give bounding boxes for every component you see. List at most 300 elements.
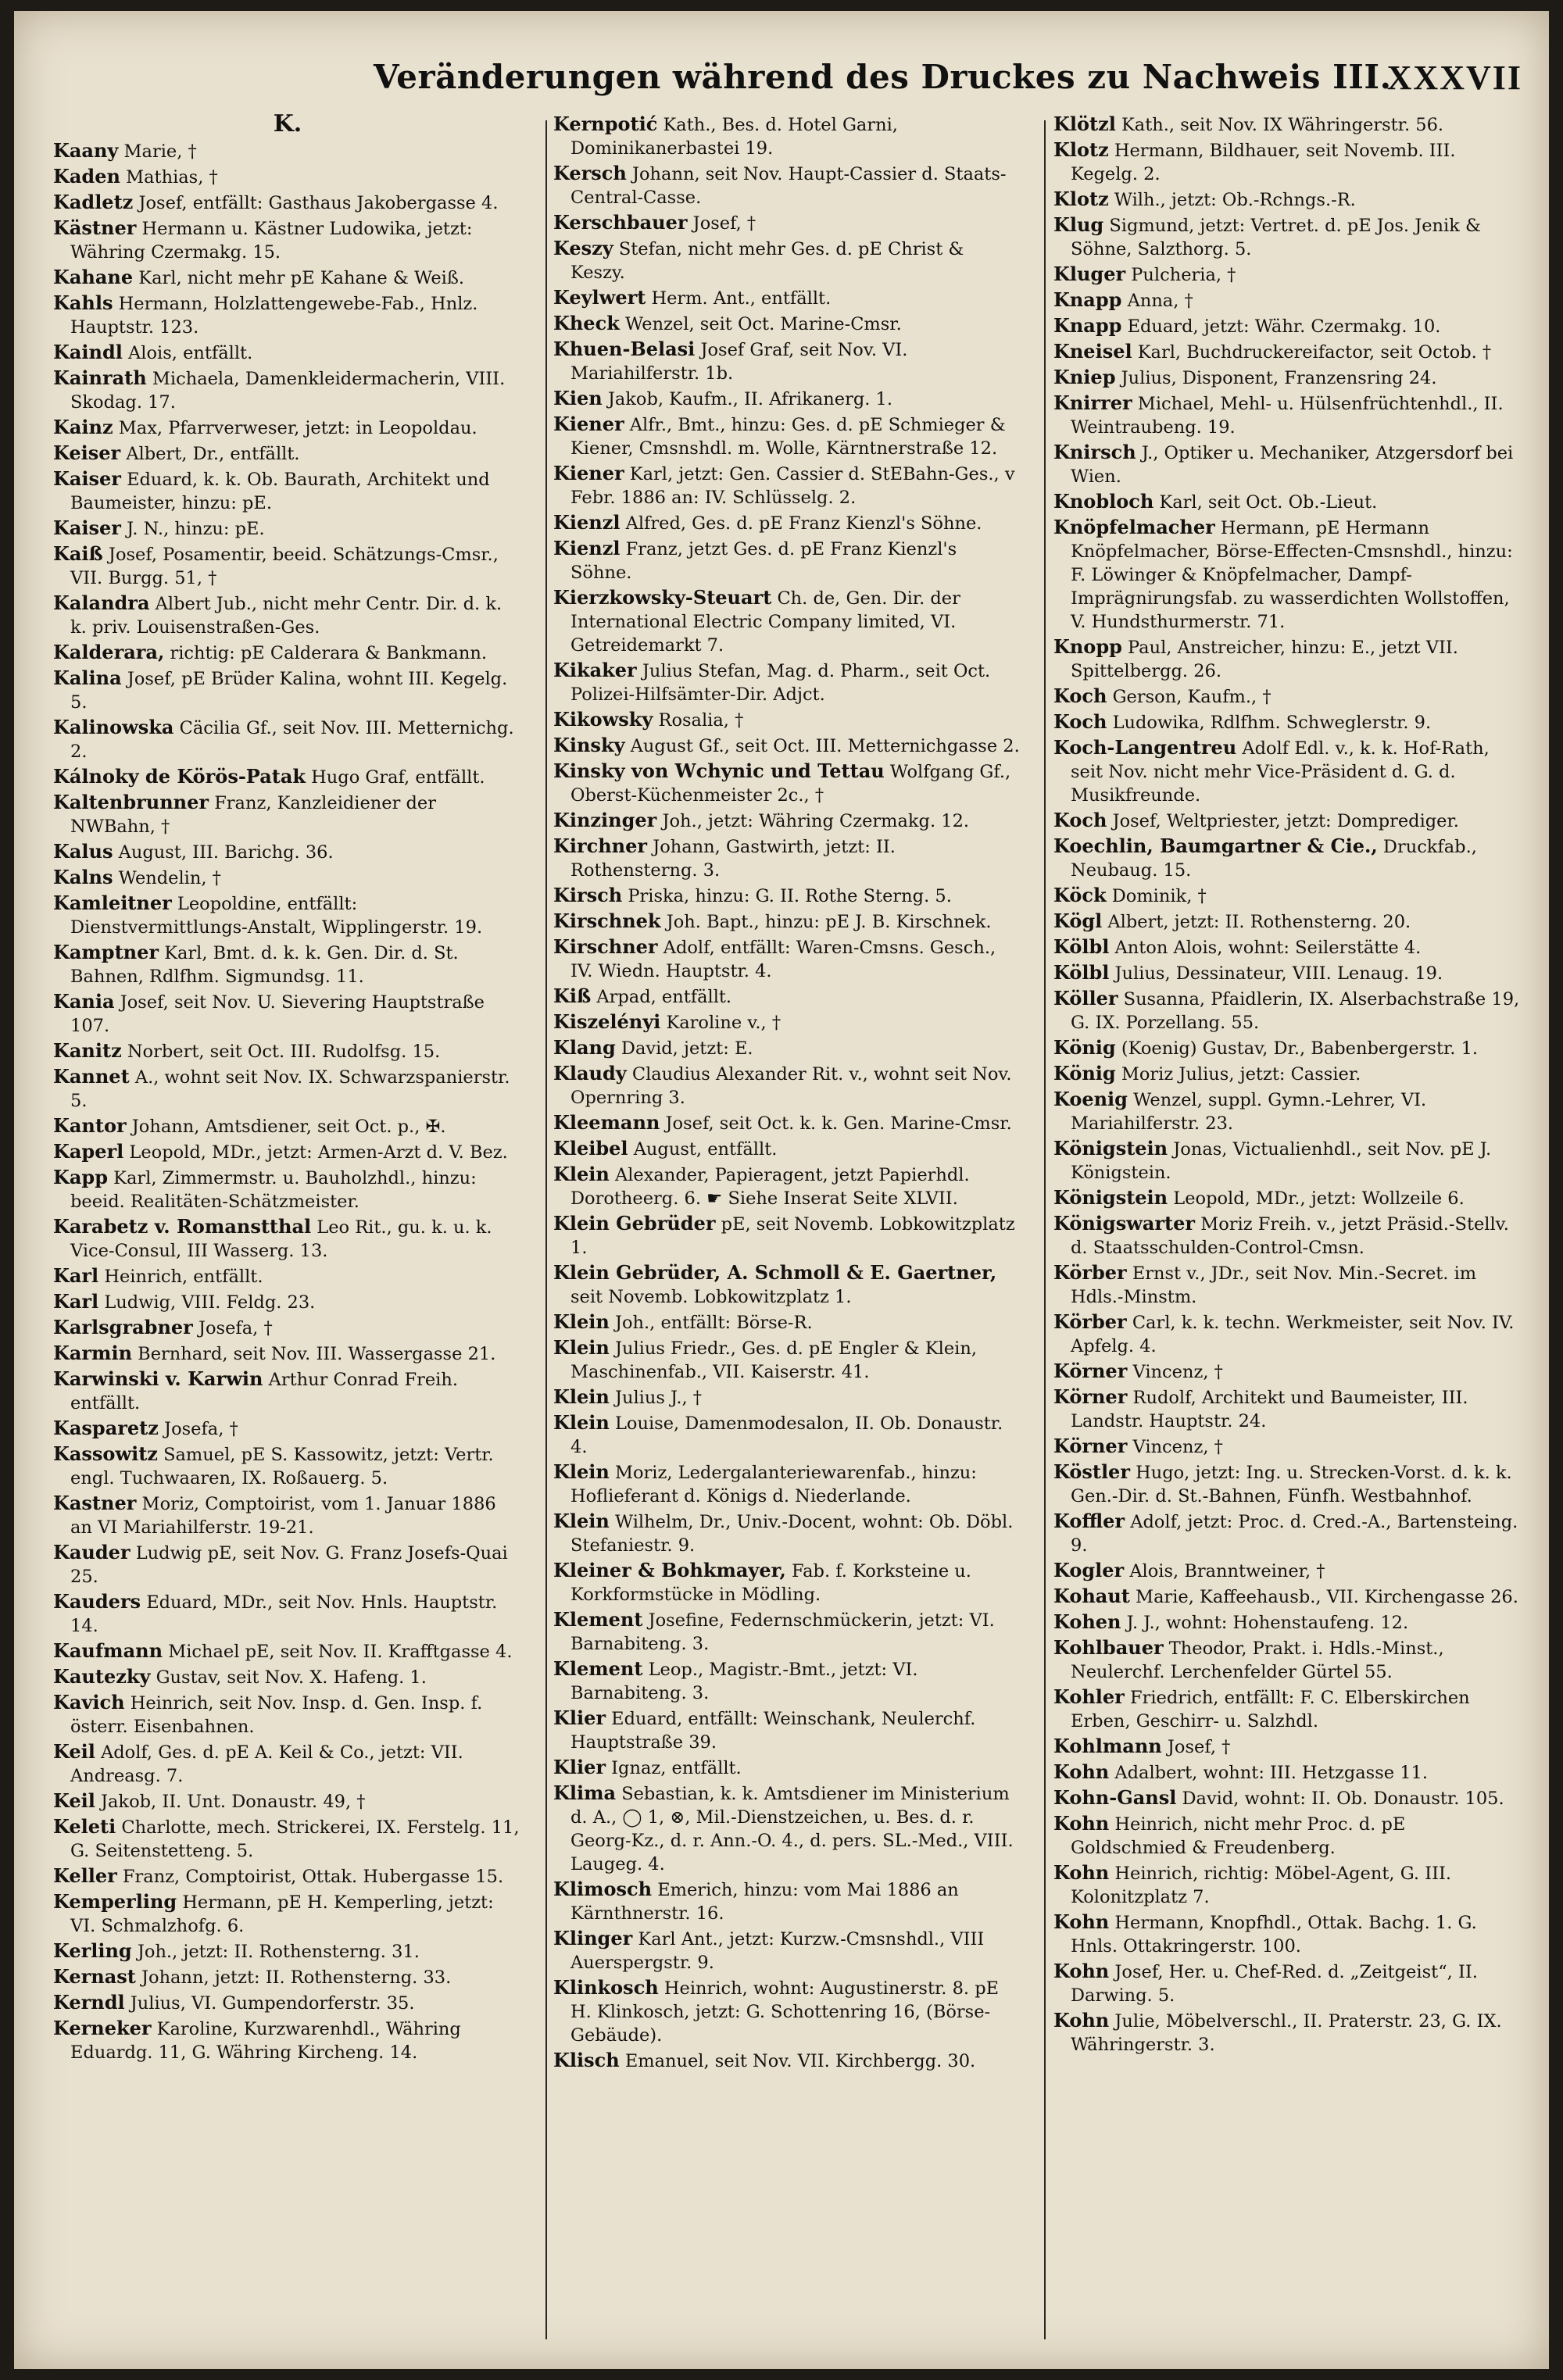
entry-text: Emerich, hinzu: vom Mai 1886 an Kärnthnerstr. 16. [570,1880,959,1924]
entry-text: Dominik, † [1111,886,1207,906]
entry-text: Jakob, II. Unt. Donaustr. 49, † [101,1792,366,1812]
entry-text: Josef, † [692,213,756,234]
entry-text: Karoline, Kurzwarenhdl., Währing Eduardg. 11, G. Währing Kircheng. 14. [70,2019,461,2063]
directory-entry [53,216,522,264]
directory-entry [1053,1861,1522,1909]
directory-entry [53,191,522,215]
entry-name: Kadletz [53,191,134,213]
entry-name: Königstein [1053,1186,1168,1209]
directory-entry [1053,1510,1522,1557]
directory-entry [1053,1137,1522,1185]
directory-entry [1053,935,1522,960]
directory-entry [1053,710,1522,734]
entry-name: Keil [53,1740,95,1763]
entry-name: Klein [553,1385,610,1408]
entry-name: Kauders [53,1590,141,1613]
directory-entry [1053,635,1522,683]
entry-name: Körner [1053,1385,1128,1408]
entry-text: Hermann, Knopfhdl., Ottak. Bachg. 1. G. Hnls. Ottakringerstr. 100. [1071,1913,1477,1957]
entry-text: Wendelin, † [118,868,221,888]
directory-entry [1053,809,1522,833]
entry-text: Ignaz, entfällt. [611,1758,742,1778]
entry-name: König [1053,1036,1116,1059]
directory-entry [553,1781,1022,1876]
entry-text: Charlotte, mech. Strickerei, IX. Ferstelg. 11, G. Seitenstetteng. 5. [70,1817,520,1861]
entry-text: Ludowika, Rdlfhm. Schweglerstr. 9. [1112,713,1432,733]
directory-entry [53,641,522,665]
entry-name: Kirsch [553,884,623,906]
entry-name: Keller [53,1864,117,1887]
entry-text: Heinrich, seit Nov. Insp. d. Gen. Insp. f. österr. Eisenbahnen. [70,1693,483,1737]
entry-text: Eduard, jetzt: Währ. Czermakg. 10. [1127,316,1441,337]
entry-text: Josef, seit Oct. k. k. Gen. Marine-Cmsr. [665,1113,1012,1134]
entry-name: Kohn [1053,2009,1110,2032]
entry-name: Kahls [53,291,113,314]
directory-entry [53,516,522,541]
entry-text: Arpad, entfällt. [596,987,732,1007]
directory-entry [553,162,1022,209]
entry-text: Samuel, pE S. Kassowitz, jetzt: Vertr. engl. Tuchwaaren, IX. Roßauerg. 5. [70,1445,494,1488]
directory-entry [553,113,1022,160]
directory-entry [1053,1460,1522,1508]
entry-text: Albert, Dr., entfällt. [126,444,300,464]
directory-entry [1053,736,1522,807]
entry-name: Kalus [53,840,113,863]
entry-name: Kainz [53,416,113,438]
entry-text: Anna, † [1127,291,1193,311]
entry-text: Joh., jetzt: II. Rothensterng. 31. [137,1942,420,1962]
entry-name: Kinsky [553,734,625,756]
directory-entry [553,237,1022,284]
entry-name: Klein [553,1163,610,1185]
entry-text: Theodor, Prakt. i. Hdls.-Minst., Neulerchf. Lerchenfelder Gürtel 55. [1071,1638,1444,1682]
directory-entry [53,1140,522,1164]
directory-entry [53,1864,522,1889]
entry-name: Kamleitner [53,892,172,914]
directory-entry [553,884,1022,908]
entry-text: Josefa, † [164,1419,238,1439]
entry-text: (Koenig) Gustav, Dr., Babenbergerstr. 1. [1121,1038,1479,1059]
column-3 [1053,113,1522,2347]
directory-entry [1053,1685,1522,1733]
entry-name: Kaany [53,139,119,162]
entry-name: Klimosch [553,1878,653,1900]
entry-name: Kohn [1053,1861,1110,1884]
entry-text: Wenzel, suppl. Gymn.-Lehrer, VI. Mariahilferstr. 23. [1071,1090,1427,1134]
entry-name: Karl [53,1264,99,1287]
entry-text: Karl, nicht mehr pE Kahane & Weiß. [138,268,465,288]
entry-name: Kassowitz [53,1442,158,1465]
entry-text: Heinrich, wohnt: Augustinerstr. 8. pE H. Klinkosch, jetzt: G. Schottenring 16, (Börse-Gebäude). [570,1978,1000,2046]
entry-text: Marie, Kaffeehausb., VII. Kirchengasse 26. [1136,1587,1518,1607]
entry-text: Moriz, Ledergalanteriewarenfab., hinzu: Hoflieferant d. Königs d. Niederlande. [570,1463,977,1506]
entry-text: Josef Graf, seit Nov. VI. Mariahilferstr. 1b. [570,340,908,384]
entry-text: Kath., Bes. d. Hotel Garni, Dominikanerbastei 19. [570,115,898,159]
entry-text: Marie, † [123,141,197,162]
directory-entry [553,1036,1022,1060]
directory-entry [553,1756,1022,1780]
entry-name: Klein [553,1310,610,1333]
entry-name: Kästner [53,216,137,239]
directory-entry [553,338,1022,385]
entry-text: Moriz, Comptoirist, vom 1. Januar 1886 an VI Mariahilferstr. 19-21. [70,1494,496,1538]
entry-text: Vincenz, † [1132,1362,1223,1382]
directory-entry [1053,1760,1522,1785]
entry-name: Kaindl [53,341,123,363]
entry-text: Adolf, entfällt: Waren-Cmsns. Gesch., IV. Wiedn. Hauptstr. 4. [570,938,996,981]
entry-name: Kohn [1053,1910,1110,1933]
entry-name: Kaden [53,165,120,188]
entry-name: Kanitz [53,1039,122,1062]
entry-name: Kheck [553,312,620,334]
entry-text: Moriz Julius, jetzt: Cassier. [1121,1064,1361,1085]
entry-name: Kernast [53,1965,136,1988]
entry-name: Kaiser [53,467,121,490]
directory-entry [1053,1786,1522,1810]
entry-text: Herm. Ant., entfällt. [651,288,832,309]
entry-name: Kogler [1053,1559,1125,1581]
entry-text: Rosalia, † [658,710,744,731]
directory-entry [553,1608,1022,1656]
entry-name: Kohn [1053,1760,1110,1783]
entry-name: Kniep [1053,366,1116,388]
entry-text: Sigmund, jetzt: Vertret. d. pE Jos. Jenik & Söhne, Salzthorg. 5. [1071,216,1482,259]
directory-entry [553,211,1022,235]
directory-entry [553,1385,1022,1410]
entry-text: Leopold, MDr., jetzt: Armen-Arzt d. V. Bez. [129,1142,508,1163]
entry-text: Hugo, jetzt: Ing. u. Strecken-Vorst. d. k. k. Gen.-Dir. d. St.-Bahnen, Fünfh. Westbahnhof. [1071,1463,1512,1506]
directory-entry [53,441,522,466]
directory-entry [53,1939,522,1964]
entry-name: Koch [1053,809,1107,831]
entry-name: Körber [1053,1261,1127,1284]
entry-name: Kautezky [53,1665,151,1688]
directory-entry [53,1342,522,1366]
entry-text: Wenzel, seit Oct. Marine-Cmsr. [624,314,902,334]
entry-text: Johann, Gastwirth, jetzt: II. Rothensterng. 3. [570,837,896,881]
directory-entry [1053,113,1522,137]
entry-name: Körber [1053,1310,1127,1333]
entry-text: Mathias, † [126,167,218,188]
entry-name: Klier [553,1706,606,1729]
entry-name: Klinkosch [553,1976,659,1999]
entry-text: Karl, Bmt. d. k. k. Gen. Dir. d. St. Bahnen, Rdlfhm. Sigmundsg. 11. [70,943,459,987]
entry-text: Joh., entfällt: Börse-R. [614,1313,813,1333]
entry-name: Kerndl [53,1991,125,2014]
entry-text: David, wohnt: II. Ob. Donaustr. 105. [1182,1789,1504,1809]
entry-name: Klug [1053,213,1104,236]
entry-name: Klein [553,1510,610,1532]
entry-name: Klein [553,1460,610,1483]
entry-name: Keszy [553,237,613,259]
directory-entry [53,941,522,988]
entry-text: Albert Jub., nicht mehr Centr. Dir. d. k. k. priv. Louisenstraßen-Ges. [70,594,503,638]
entry-name: Kamptner [53,941,159,963]
entry-name: Karlsgrabner [53,1316,193,1338]
entry-name: Kavich [53,1691,125,1714]
directory-entry [53,1065,522,1113]
entry-text: Karl Ant., jetzt: Kurzw.-Cmsnshdl., VIII Auerspergstr. 9. [570,1929,985,1973]
directory-entry [1053,1960,1522,2007]
directory-entry [1053,884,1522,908]
directory-entry [1053,490,1522,514]
entry-text: Michael, Mehl- u. Hülsenfrüchtenhdl., II. Weintraubeng. 19. [1071,394,1504,438]
directory-entry [553,1137,1022,1161]
entry-text: Ernst v., JDr., seit Nov. Min.-Secret. im Hdls.-Minstm. [1071,1263,1477,1307]
directory-entry [53,366,522,414]
directory-entry [553,413,1022,460]
entry-name: Klement [553,1608,643,1631]
directory-entry [53,1166,522,1213]
entry-name: Kirschner [553,935,658,958]
directory-entry [553,1927,1022,1974]
directory-entry [1053,263,1522,287]
entry-name: Kálnoky de Körös-Patak [53,765,306,788]
entry-name: Klang [553,1036,616,1059]
entry-name: Keiser [53,441,121,464]
directory-entry [553,1310,1022,1335]
entry-text: J. N., hinzu: pE. [127,519,265,539]
directory-entry [53,716,522,763]
entry-text: Hermann, pE H. Kemperling, jetzt: VI. Schmalzhofg. 6. [70,1892,494,1936]
entry-name: Kögl [1053,909,1103,932]
entry-text: Ludwig, VIII. Feldg. 23. [104,1292,316,1313]
entry-text: Josefa, † [198,1318,273,1338]
directory-entry [553,537,1022,584]
entry-text: Norbert, seit Oct. III. Rudolfsg. 15. [127,1042,441,1062]
entry-name: Klima [553,1781,617,1804]
directory-entry [553,1878,1022,1925]
entry-name: Klement [553,1657,643,1680]
entry-name: Köller [1053,987,1118,1010]
entry-name: Koch [1053,684,1107,707]
entry-name: Kohn [1053,1812,1110,1835]
entry-name: Knapp [1053,314,1122,337]
directory-entry [53,1740,522,1788]
entry-text: Johann, jetzt: II. Rothensterng. 33. [141,1967,452,1988]
entry-text: Johann, Amtsdiener, seit Oct. p., ✠. [131,1117,446,1137]
directory-entry [553,1010,1022,1035]
entry-name: Kerneker [53,2017,152,2039]
entry-name: Klinger [553,1927,633,1949]
entry-name: Koenig [1053,1088,1128,1110]
entry-text: Adolf Edl. v., k. k. Hof-Rath, seit Nov. nicht mehr Vice-Präsident d. G. d. Musikfreunde. [1071,738,1490,806]
directory-entry [553,286,1022,310]
entry-name: Koffler [1053,1510,1125,1532]
directory-entry [53,990,522,1038]
directory-entry [53,591,522,639]
directory-entry [553,1460,1022,1508]
entry-name: Kaltenbrunner [53,791,209,813]
directory-entry [53,1442,522,1490]
entry-text: Cäcilia Gf., seit Nov. III. Metternichg. 2. [70,718,514,762]
directory-entry [553,1657,1022,1705]
entry-text: Rudolf, Architekt und Baumeister, III. Landstr. Hauptstr. 24. [1071,1388,1468,1431]
entry-text: Max, Pfarrverweser, jetzt: in Leopoldau. [118,418,477,438]
entry-name: Kaiser [53,516,121,539]
directory-entry [53,165,522,189]
entry-text: Eduard, MDr., seit Nov. Hnls. Hauptstr. 14. [70,1592,498,1636]
entry-name: Klötzl [1053,113,1116,135]
directory-entry [53,1639,522,1663]
entry-name: Kahane [53,266,134,288]
directory-entry [553,1706,1022,1754]
entry-text: Karl, Buchdruckereifactor, seit Octob. † [1137,342,1492,363]
entry-name: Körner [1053,1360,1128,1382]
entry-name: Kannet [53,1065,130,1088]
entry-name: Khuen-Belasi [553,338,696,360]
entry-name: Kohn-Gansl [1053,1786,1177,1809]
directory-entry [553,387,1022,411]
entry-text: Josef, entfällt: Gasthaus Jakobergasse 4. [138,193,499,213]
directory-entry [1053,516,1522,634]
entry-text: Heinrich, nicht mehr Proc. d. pE Goldschmied & Freudenberg. [1071,1814,1406,1858]
entry-text: Leop., Magistr.-Bmt., jetzt: VI. Barnabiteng. 3. [570,1660,918,1703]
entry-name: Kikaker [553,659,637,681]
entry-text: Alexander, Papieragent, jetzt Papierhdl. Dorotheerg. 6. ☛ Siehe Inserat Seite XLVII. [570,1165,970,1209]
directory-entry [553,462,1022,509]
directory-entry [1053,441,1522,488]
directory-entry [53,1789,522,1814]
entry-text: Anton Alois, wohnt: Seilerstätte 4. [1114,938,1422,958]
entry-name: König [1053,1062,1116,1085]
entry-text: Julius J., † [614,1388,703,1408]
entry-text: Julius, Disponent, Franzensring 24. [1121,368,1437,388]
entry-name: Kierzkowsky-Steuart [553,586,772,609]
entry-name: Koch-Langentreu [1053,736,1237,759]
directory-entry [53,139,522,163]
entry-name: Königstein [1053,1137,1168,1160]
directory-entry [553,759,1022,807]
page-number: XXXVII [1386,59,1522,97]
entry-text: Gustav, seit Nov. X. Hafeng. 1. [156,1667,427,1688]
directory-entry [553,809,1022,833]
entry-name: Kienzl [553,511,621,534]
entry-text: Michaela, Damenkleidermacherin, VIII. Skodag. 17. [70,369,506,413]
directory-entry [1053,1585,1522,1609]
directory-entry [553,1510,1022,1557]
column-1 [53,113,522,2347]
entry-name: Kapp [53,1166,108,1188]
entry-text: Franz, jetzt Ges. d. pE Franz Kienzl's Söhne. [570,539,957,583]
entry-name: Karabetz v. Romanstthal [53,1215,312,1238]
directory-entry [553,909,1022,934]
entry-text: Kath., seit Nov. IX Währingerstr. 56. [1121,115,1444,135]
directory-entry [53,1991,522,2015]
entry-name: Karmin [53,1342,133,1364]
entry-text: Adolf, Ges. d. pE A. Keil & Co., jetzt: VII. Andreasg. 7. [70,1742,463,1786]
entry-name: Kneisel [1053,340,1132,363]
entry-name: Knopp [1053,635,1122,658]
directory-entry [1053,288,1522,313]
entry-name: Klotz [1053,138,1109,161]
entry-text: Josef, pE Brüder Kalina, wohnt III. Kegelg. 5. [70,669,508,713]
directory-entry [53,1290,522,1314]
directory-entry [53,1965,522,1989]
entry-text: Ch. de, Gen. Dir. der International Electric Company limited, VI. Getreidemarkt 7. [570,588,960,656]
directory-page [14,11,1549,2369]
entry-name: Köstler [1053,1460,1130,1483]
entry-text: Louise, Damenmodesalon, II. Ob. Donaustr. 4. [570,1413,1003,1457]
entry-text: Bernhard, seit Nov. III. Wassergasse 21. [138,1344,496,1364]
entry-name: Kölbl [1053,935,1110,958]
entry-text: Wilhelm, Dr., Univ.-Docent, wohnt: Ob. Döbl. Stefaniestr. 9. [570,1512,1014,1556]
entry-text: August, entfällt. [633,1139,778,1160]
entry-name: Koechlin, Baumgartner & Cie., [1053,834,1378,857]
directory-entry [1053,834,1522,882]
directory-entry [1053,1261,1522,1309]
entry-name: Keylwert [553,286,646,309]
entry-name: Köck [1053,884,1107,906]
directory-entry [53,1492,522,1539]
entry-name: Kiener [553,462,624,484]
entry-text: Hermann, pE Hermann Knöpfelmacher, Börse-Effecten-Cmsnshdl., hinzu: F. Löwinger & Knöpfelmacher, Dampf-Imprägnirungsfab. zu wasserdichten Wollstoffen, V. Hundsthurmerstr. 71. [1071,518,1513,632]
entry-text: Susanna, Pfaidlerin, IX. Alserbachstraße 19, G. IX. Porzellang. 55. [1071,989,1520,1033]
directory-entry [1053,1186,1522,1210]
entry-name: Kleibel [553,1137,628,1160]
entry-text: Hugo Graf, entfällt. [311,767,485,788]
entry-text: August, III. Barichg. 36. [118,842,334,863]
directory-entry [553,586,1022,657]
entry-name: Kohen [1053,1610,1121,1633]
entry-name: Klein [553,1336,610,1359]
entry-text: Stefan, nicht mehr Ges. d. pE Christ & Keszy. [570,239,964,283]
entry-text: Alois, Branntweiner, † [1129,1561,1325,1581]
entry-name: Kikowsky [553,708,653,731]
entry-text: Friedrich, entfällt: F. C. Elberskirchen Erben, Geschirr- u. Salzhdl. [1071,1688,1470,1731]
entry-name: Keleti [53,1815,116,1838]
directory-entry [553,1411,1022,1459]
entry-name: Kalns [53,866,113,888]
entry-name: Klein Gebrüder [553,1212,716,1235]
entry-name: Königswarter [1053,1212,1196,1235]
entry-name: Knirrer [1053,391,1132,414]
directory-entry [1053,2009,1522,2057]
entry-name: Keil [53,1789,95,1812]
entry-text: Josef, Posamentir, beeid. Schätzungs-Cmsr., VII. Burgg. 51, † [70,545,499,588]
entry-text: Druckfab., Neubaug. 15. [1071,837,1477,881]
entry-name: Kinzinger [553,809,657,831]
entry-name: Klaudy [553,1062,627,1085]
entry-text: Leopold, MDr., jetzt: Wollzeile 6. [1173,1188,1465,1209]
entry-name: Körner [1053,1435,1128,1457]
entry-name: Karl [53,1290,99,1313]
directory-entry [1053,684,1522,709]
entry-text: J., Optiker u. Mechaniker, Atzgersdorf bei Wien. [1071,443,1514,487]
entry-text: Hermann u. Kästner Ludowika, jetzt: Währing Czermakg. 15. [70,219,473,263]
directory-entry [1053,1360,1522,1384]
entry-name: Kerschbauer [553,211,688,234]
entry-name: Kalandra [53,591,150,614]
entry-text: Josef, seit Nov. U. Sievering Hauptstraße 107. [70,992,485,1036]
directory-entry [1053,1559,1522,1583]
entry-text: Karl, Zimmermstr. u. Bauholzhdl., hinzu: beeid. Realitäten-Schätzmeister. [70,1168,477,1212]
directory-entry [1053,1212,1522,1260]
entry-columns [53,113,1522,2347]
entry-text: Albert, jetzt: II. Rothensterng. 20. [1107,912,1411,932]
entry-name: Kantor [53,1114,127,1137]
directory-entry [553,1163,1022,1210]
entry-name: Kauder [53,1541,131,1563]
entry-name: Kasparetz [53,1417,159,1439]
section-letter: K. [273,113,302,138]
directory-entry [553,1261,1022,1309]
directory-entry [1053,909,1522,934]
entry-name: Kohn [1053,1960,1110,1982]
entry-name: Kerling [53,1939,132,1962]
entry-text: Wolfgang Gf., Oberst-Küchenmeister 2c., † [570,762,1011,806]
page-header [61,44,1522,106]
